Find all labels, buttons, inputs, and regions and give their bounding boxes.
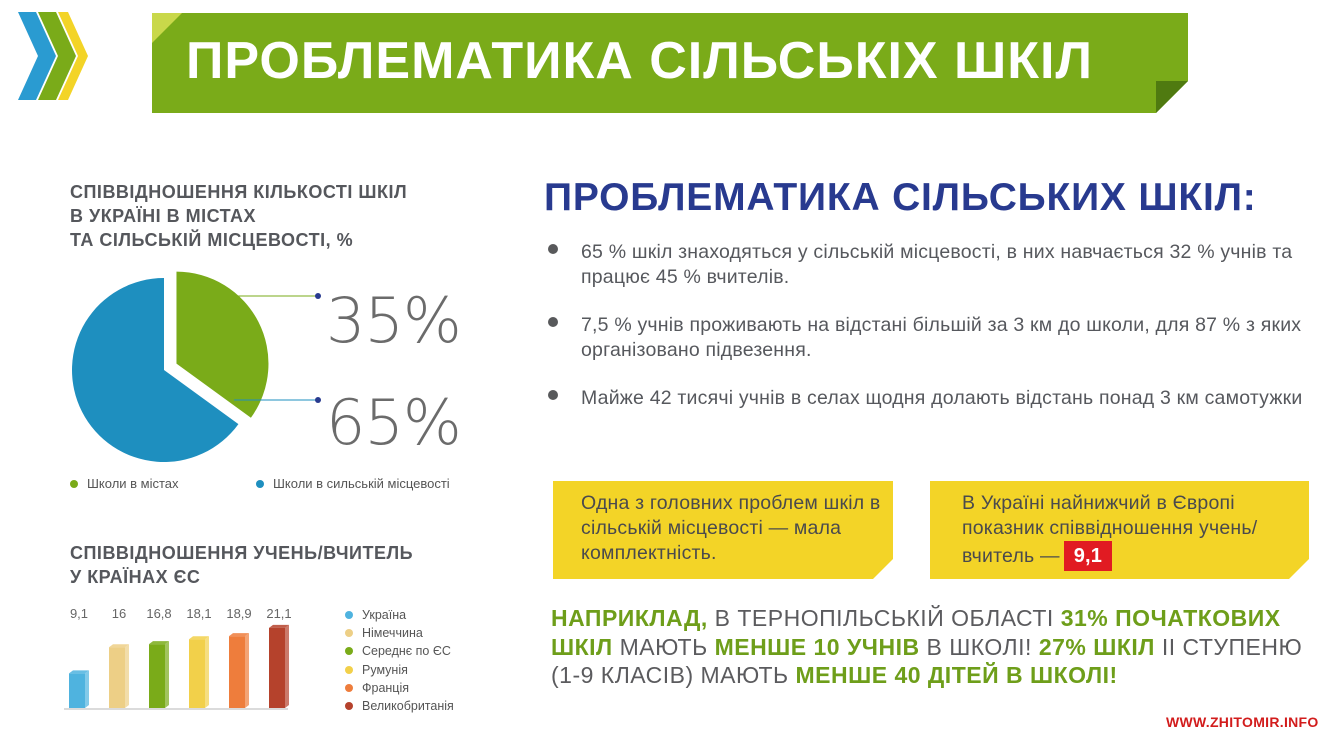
legend-dot — [345, 629, 353, 637]
bar — [229, 636, 245, 708]
legend-label: Франція — [362, 680, 410, 695]
list-item — [548, 313, 1308, 363]
bullet-dot — [548, 390, 558, 400]
bar-chart-legend — [345, 606, 454, 715]
ratio-chart-heading — [70, 180, 490, 252]
bullet-dot — [548, 317, 558, 327]
legend-item — [345, 679, 454, 697]
legend-dot — [345, 666, 353, 674]
callout-text: В Україні найнижчий в Європі показник співвідношення учень/вчитель — — [962, 492, 1258, 567]
callout-box-completeness — [553, 481, 893, 579]
legend-label: Румунія — [362, 662, 408, 677]
bar-value-label: 21,1 — [266, 606, 292, 621]
bar — [69, 673, 85, 708]
pie-label-rural: 65% — [326, 386, 461, 459]
heading-line: В УКРАЇНІ В МІСТАХ — [70, 206, 256, 226]
bar — [269, 628, 285, 708]
leader-dot — [315, 397, 321, 403]
bar — [149, 644, 165, 708]
bullet-list — [548, 240, 1308, 434]
legend-item — [345, 697, 454, 715]
legend-dot — [345, 611, 353, 619]
heading-line: СПІВВІДНОШЕННЯ КІЛЬКОСТІ ШКІЛ — [70, 182, 408, 202]
legend-dot — [256, 480, 264, 488]
bar-side — [165, 641, 169, 708]
pie-chart — [60, 270, 330, 470]
folded-corner — [873, 559, 893, 579]
section-title: ПРОБЛЕМАТИКА СІЛЬСЬКИХ ШКІЛ: — [544, 176, 1257, 219]
heading-line: СПІВВІДНОШЕННЯ УЧЕНЬ/ВЧИТЕЛЬ — [70, 543, 414, 563]
legend-item — [345, 624, 454, 642]
site-watermark: WWW.ZHITOMIR.INFO — [1166, 714, 1319, 730]
bar-side — [85, 670, 89, 708]
legend-item — [345, 642, 454, 660]
bar-value-label: 9,1 — [69, 606, 89, 621]
bullet-dot — [548, 244, 558, 254]
highlight-text: МЕНШЕ 40 ДІТЕЙ В ШКОЛІ! — [795, 662, 1118, 688]
callout-text: Одна з головних проблем шкіл в сільській місцевості — мала комплектність. — [581, 492, 881, 564]
highlight-text: 27% ШКІЛ — [1038, 633, 1155, 660]
bullet-text: Майже 42 тисячі учнів в селах щодня долають відстань понад 3 км самотужки — [581, 387, 1303, 409]
legend-label: Німеччина — [362, 626, 423, 641]
legend-dot — [345, 684, 353, 692]
bullet-text: 65 % шкіл знаходяться у сільській місцевості, в них навчається 32 % учнів та працює 45 % вчителів. — [581, 241, 1293, 288]
bar-value-label: 18,9 — [226, 606, 252, 621]
ratio-value-badge: 9,1 — [1064, 541, 1112, 571]
callout-box-ratio — [930, 481, 1309, 579]
callout-text-wrap — [962, 491, 1297, 571]
folded-corner — [1289, 559, 1309, 579]
bar-chart-heading — [70, 541, 490, 589]
heading-line: ТА СІЛЬСЬКІЙ МІСЦЕВОСТІ, % — [70, 230, 354, 250]
legend-dot — [345, 647, 353, 655]
plain-text: В ШКОЛІ! — [919, 633, 1039, 660]
legend-item — [345, 606, 454, 624]
bar-side — [125, 644, 129, 708]
bar-side — [205, 636, 209, 708]
heading-line: У КРАЇНАХ ЄС — [70, 567, 201, 587]
list-item — [548, 386, 1308, 411]
bar-value-label: 16,8 — [146, 606, 172, 621]
bar-chart — [60, 600, 320, 720]
brand-logo — [18, 12, 90, 102]
legend-dot — [345, 702, 353, 710]
bar — [189, 639, 205, 708]
bar — [109, 647, 125, 708]
plain-text: ІІ СТУПЕНЮ (1-9 КЛАСІВ) МАЮТЬ — [551, 633, 1303, 688]
page-title: ПРОБЛЕМАТИКА СІЛЬСЬКІХ ШКІЛ — [186, 32, 1093, 90]
legend-item — [345, 661, 454, 679]
legend-dot — [70, 480, 78, 488]
list-item — [548, 240, 1308, 290]
plain-text: В ТЕРНОПІЛЬСЬКІЙ ОБЛАСТІ — [707, 605, 1061, 631]
legend-label: Школи в сильській місцевості — [273, 476, 450, 491]
plain-text: МАЮТЬ — [612, 633, 715, 660]
bar-value-label: 16 — [111, 606, 127, 621]
header-banner — [152, 13, 1188, 113]
bar-side — [245, 633, 249, 708]
pie-legend-rural — [256, 476, 450, 491]
highlight-text: НАПРИКЛАД, — [551, 605, 708, 631]
pie-legend-city — [70, 476, 179, 491]
highlight-text: 31% ПОЧАТКОВИХ ШКІЛ — [551, 605, 1281, 660]
legend-label: Школи в містах — [87, 476, 179, 491]
leader-dot — [315, 293, 321, 299]
pie-label-city: 35% — [326, 284, 461, 357]
legend-label: Середнє по ЄС — [362, 644, 451, 659]
legend-label: Великобританія — [362, 699, 454, 714]
bullet-text: 7,5 % учнів проживають на відстані більшій за 3 км до школи, для 87 % з яких організовано підвезення. — [581, 314, 1302, 361]
highlight-text: МЕНШЕ 10 УЧНІВ — [714, 633, 920, 660]
legend-label: Україна — [362, 608, 407, 623]
bar-value-label: 18,1 — [186, 606, 212, 621]
example-statement — [551, 604, 1321, 690]
bar-side — [285, 625, 289, 708]
